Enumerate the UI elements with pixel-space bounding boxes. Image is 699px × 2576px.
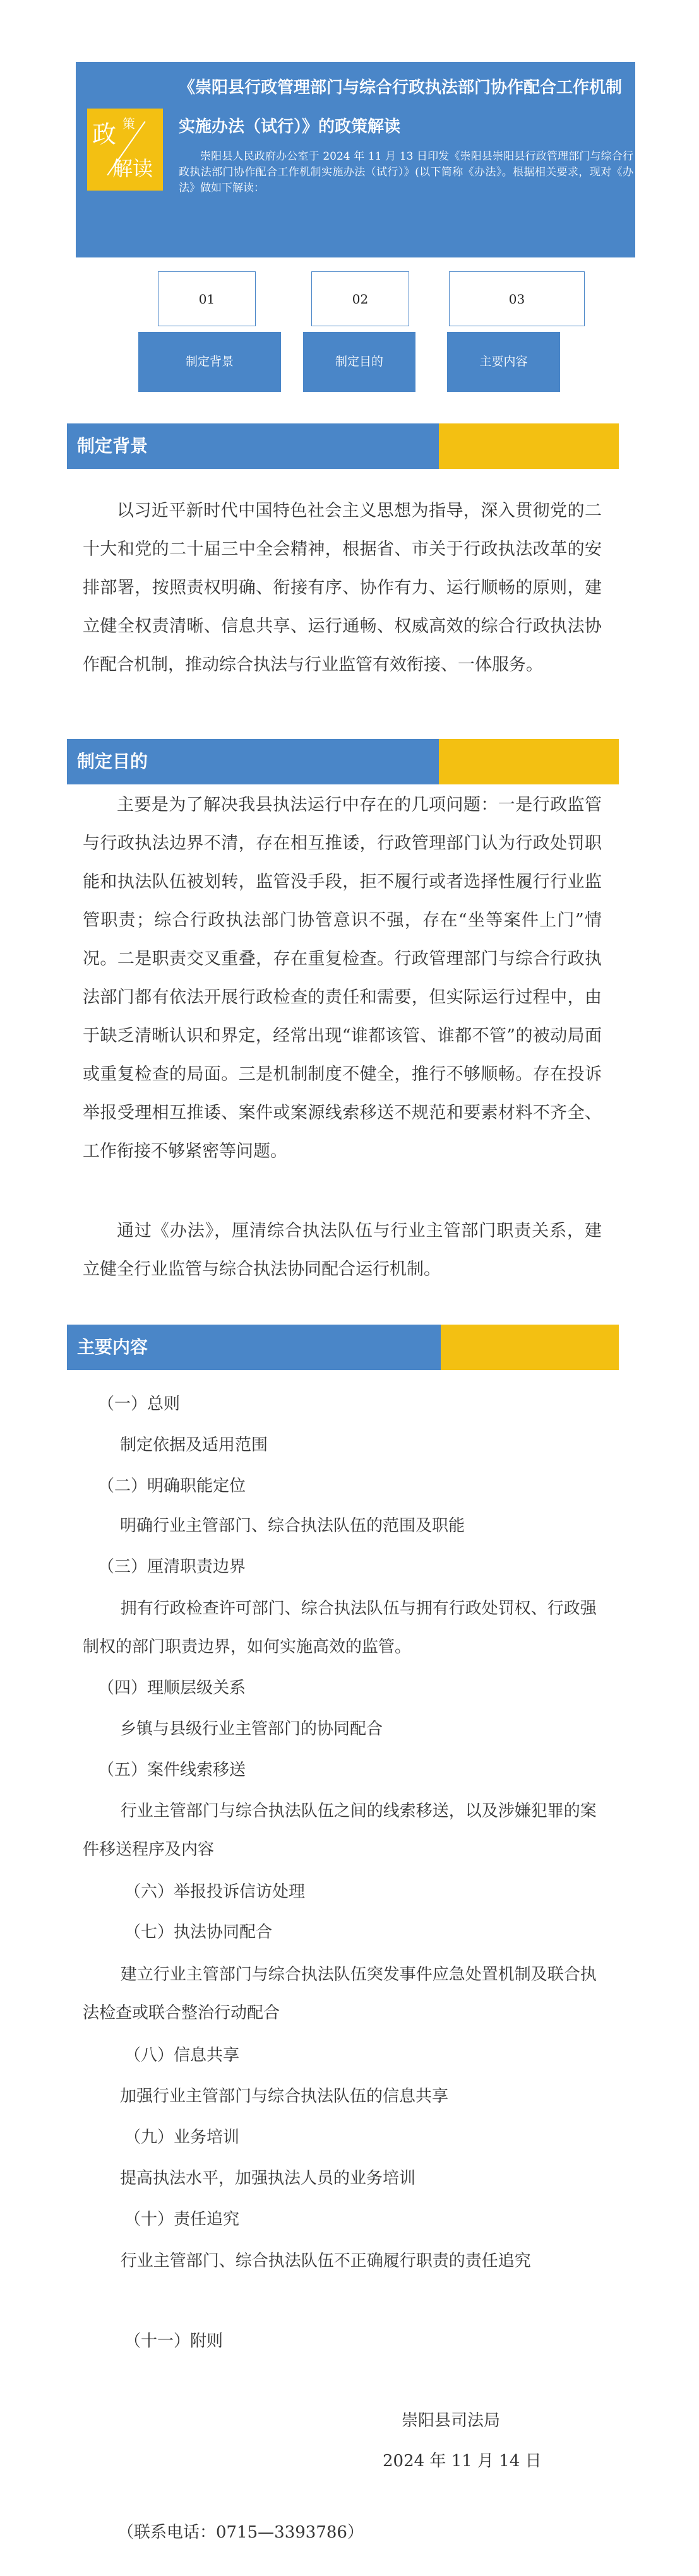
- content-item-desc: 行业主管部门与综合执法队伍之间的线索移送，以及涉嫌犯罪的案件移送程序及内容: [83, 1802, 597, 1859]
- content-item-title: （八）信息共享: [124, 2046, 240, 2065]
- section-header-purpose: [67, 739, 619, 784]
- contact-phone: （联系电话：0715—3393786）: [117, 2523, 364, 2542]
- content-item-desc: 建立行业主管部门与综合执法队伍突发事件应急处置机制及联合执法检查或联合整治行动配合: [83, 1965, 597, 2023]
- signature-date: 2024 年 11 月 14 日: [383, 2452, 542, 2471]
- header-yellow-bar: [439, 423, 619, 469]
- content-item-title: （七）执法协同配合: [124, 1923, 273, 1942]
- content-item-title: （十一）附则: [124, 2332, 224, 2351]
- header-yellow-bar: [439, 739, 619, 784]
- content-item-desc: 制定依据及适用范围: [120, 1436, 268, 1455]
- content-item-title: （一）总则: [98, 1395, 181, 1414]
- badge-char-top: 政: [92, 121, 117, 148]
- banner-title: 《崇阳县行政管理部门与综合行政执法部门协作配合工作机制实施办法（试行）》的政策解读: [179, 78, 623, 136]
- content-item-title: （三）厘清职责边界: [98, 1557, 246, 1576]
- banner-intro: 崇阳县人民政府办公室于 2024 年 11 月 13 日印发《崇阳县崇阳县行政管理部门与综合行政执法部门协作配合工作机制实施办法（试行）》(以下简称《办法》。根据相关要求，现对《办法》做如下解读：: [179, 150, 633, 194]
- content-item-desc: 明确行业主管部门、综合执法队伍的范围及职能: [120, 1516, 465, 1535]
- content-item-title: （二）明确职能定位: [98, 1477, 246, 1496]
- content-item-title: （六）举报投诉信访处理: [124, 1882, 306, 1901]
- background-paragraph: 以习近平新时代中国特色社会主义思想为指导，深入贯彻党的二十大和党的二十届三中全会精神，根据省、市关于行政执法改革的安排部署，按照责权明确、衔接有序、协作有力、运行顺畅的原则，建立健全权责清晰、信息共享、运行通畅、权威高效的综合行政执法协作配合机制，推动综合执法与行业监管有效衔接、一体服务。: [83, 501, 602, 675]
- signature-org: 崇阳县司法局: [402, 2411, 501, 2430]
- content-item-desc: 乡镇与县级行业主管部门的协同配合: [120, 1720, 383, 1739]
- content-item-title: （五）案件线索移送: [98, 1761, 246, 1780]
- content-item-desc: 提高执法水平，加强执法人员的业务培训: [120, 2169, 416, 2188]
- badge-char-bottom: 解读: [112, 157, 153, 180]
- nav-tab-background[interactable]: 制定背景: [138, 332, 281, 392]
- content-item-desc: 行业主管部门、综合执法队伍不正确履行职责的责任追究: [120, 2252, 531, 2271]
- content-item-title: （四）理顺层级关系: [98, 1679, 246, 1698]
- section-title-purpose: 制定目的: [77, 751, 148, 772]
- policy-interpretation-badge: [87, 109, 163, 191]
- nav-number-02: 02: [311, 271, 409, 326]
- section-title-content: 主要内容: [77, 1337, 148, 1357]
- nav-tab-purpose[interactable]: 制定目的: [303, 332, 415, 392]
- nav-number-01: 01: [158, 271, 256, 326]
- content-item-title: （九）业务培训: [124, 2128, 240, 2147]
- content-item-title: （十）责任追究: [124, 2210, 240, 2229]
- nav-tab-content[interactable]: 主要内容: [447, 332, 560, 392]
- purpose-paragraph-1: 主要是为了解决我县执法运行中存在的几项问题：一是行政监管与行政执法边界不清，存在相互推诿，行政管理部门认为行政处罚职能和执法队伍被划转，监管没手段，拒不履行或者选择性履行行业监管职责；综合行政执法部门协管意识不强，存在“坐等案件上门”情况。二是职责交叉重叠，存在重复检查。行政管理部门与综合行政执法部门都有依法开展行政检查的责任和需要，但实际运行过程中，由于缺乏清晰认识和界定，经常出现“谁都该管、谁都不管”的被动局面或重复检查的局面。三是机制制度不健全，推行不够顺畅。存在投诉举报受理相互推诿、案件或案源线索移送不规范和要素材料不齐全、工作衔接不够紧密等问题。: [83, 795, 602, 1161]
- content-item-desc: 拥有行政检查许可部门、综合执法队伍与拥有行政处罚权、行政强制权的部门职责边界，如何实施高效的监管。: [83, 1599, 597, 1657]
- content-item-desc: 加强行业主管部门与综合执法队伍的信息共享: [120, 2087, 449, 2106]
- section-header-background: [67, 423, 619, 469]
- section-title-background: 制定背景: [77, 435, 148, 456]
- section-header-content: [67, 1325, 619, 1370]
- nav-number-03: 03: [449, 271, 585, 326]
- purpose-paragraph-2: 通过《办法》，厘清综合执法队伍与行业主管部门职责关系，建立健全行业监管与综合执法协同配合运行机制。: [83, 1221, 602, 1279]
- badge-char-sup: 策: [122, 116, 135, 131]
- header-yellow-bar: [441, 1325, 619, 1370]
